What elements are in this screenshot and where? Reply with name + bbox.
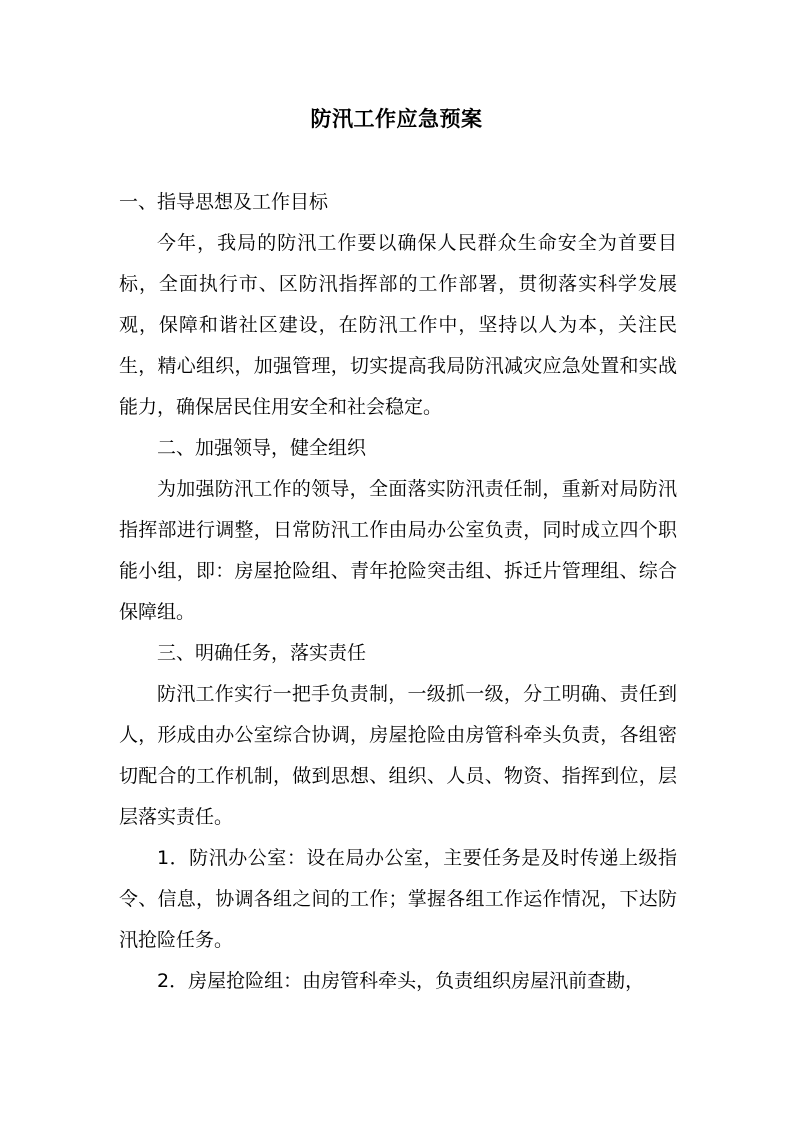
section-heading-responsibilities: 三、明确任务，落实责任: [157, 642, 367, 664]
document-body: [119, 182, 677, 1002]
section-heading-leadership: 二、加强领导，健全组织: [157, 437, 367, 459]
document-title: 防汛工作应急预案: [310, 107, 483, 131]
list-item-flood-office: 1．防汛办公室：设在局办公室，主要任务是及时传递上级指令、信息，协调各组之间的工作；掌握各组工作运作情况，下达防汛抢险任务。: [119, 847, 677, 951]
paragraph-organization: 为加强防汛工作的领导，全面落实防汛责任制，重新对局防汛指挥部进行调整，日常防汛工作由局办公室负责，同时成立四个职能小组，即：房屋抢险组、青年抢险突击组、拆迁片管理组、综合保障组。: [119, 478, 677, 623]
section-heading-guiding-ideology: 一、指导思想及工作目标: [119, 191, 329, 213]
paragraph-responsibility-system: 防汛工作实行一把手负责制，一级抓一级，分工明确、责任到人，形成由办公室综合协调，房屋抢险由房管科牵头负责，各组密切配合的工作机制，做到思想、组织、人员、物资、指挥到位，层层落实责任。: [119, 683, 677, 828]
list-item-housing-rescue-group: 2．房屋抢险组：由房管科牵头，负责组织房屋汛前查勘，: [157, 970, 645, 992]
paragraph-goals: 今年，我局的防汛工作要以确保人民群众生命安全为首要目标，全面执行市、区防汛指挥部的工作部署，贯彻落实科学发展观，保障和谐社区建设，在防汛工作中，坚持以人为本，关注民生，精心组织，加强管理，切实提高我局防汛减灾应急处置和实战能力，确保居民住用安全和社会稳定。: [119, 232, 677, 418]
